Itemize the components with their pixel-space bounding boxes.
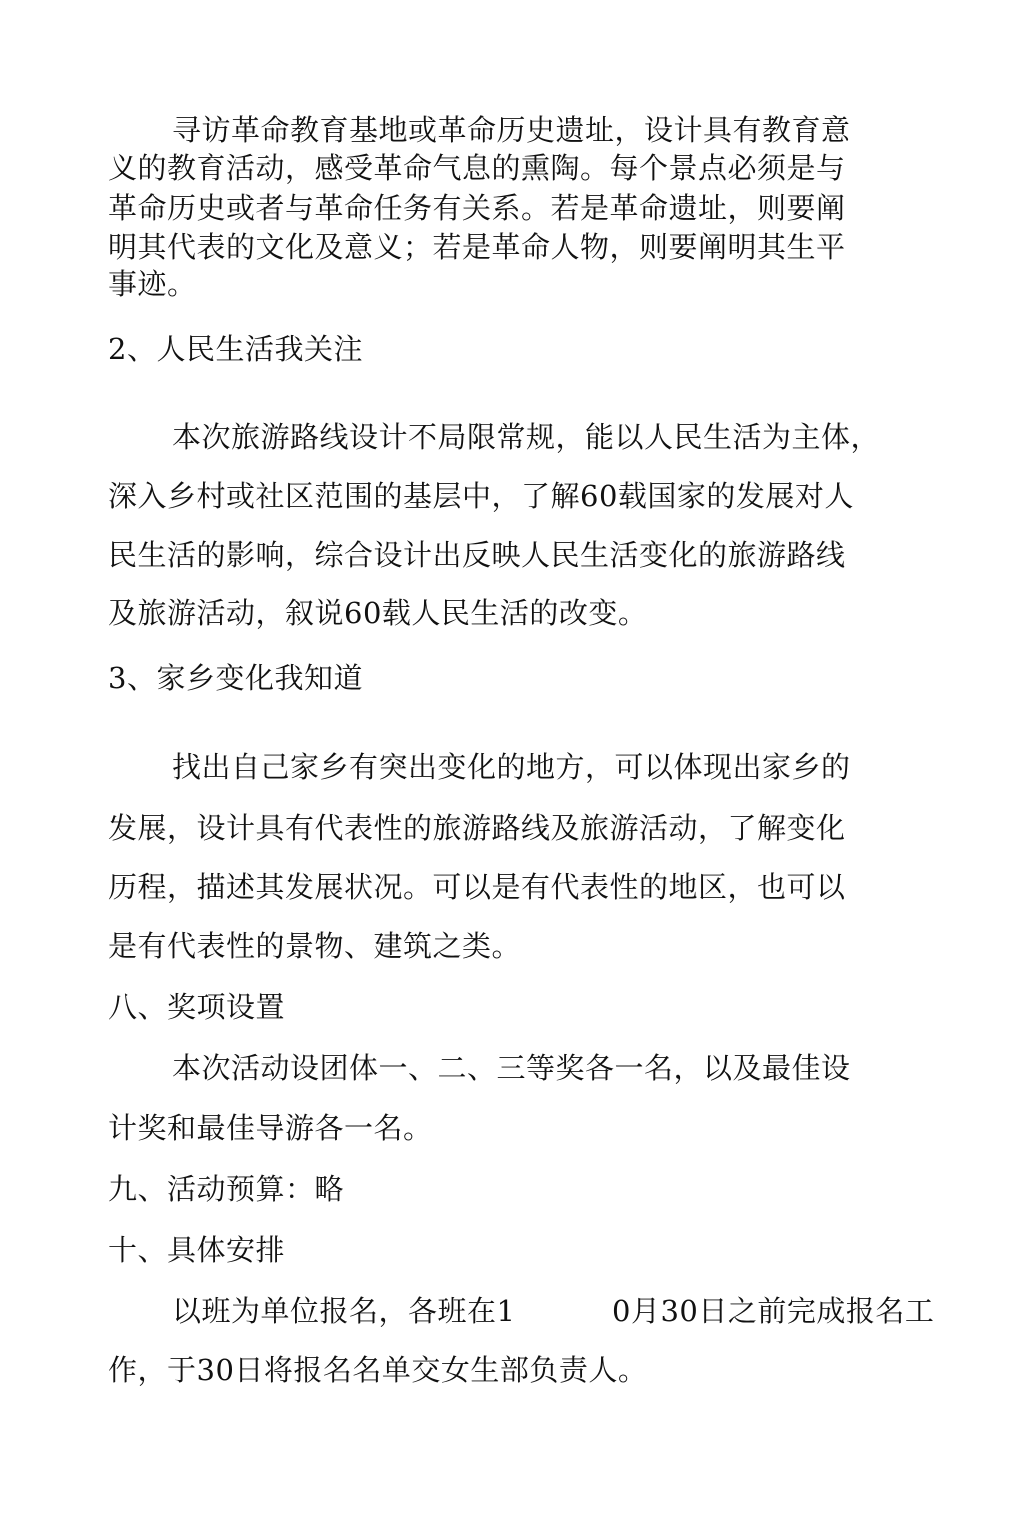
section-heading-2: 2、人民生活我关注 [108, 332, 363, 366]
paragraph-line: 民生活的影响，综合设计出反映人民生活变化的旅游路线 [108, 538, 846, 572]
paragraph-line: 发展，设计具有代表性的旅游路线及旅游活动，了解变化 [108, 811, 846, 845]
paragraph-line: 及旅游活动，叙说60载人民生活的改变。 [108, 596, 648, 630]
paragraph-line: 计奖和最佳导游各一名。 [108, 1111, 433, 1145]
paragraph-line: 本次旅游路线设计不局限常规，能以人民生活为主体， [172, 420, 881, 454]
paragraph-line: 作，于30日将报名名单交女生部负责人。 [108, 1353, 648, 1387]
paragraph-line: 以班为单位报名，各班在1 [172, 1294, 516, 1328]
section-heading-10: 十、具体安排 [108, 1233, 286, 1267]
paragraph-line: 明其代表的文化及意义；若是革命人物，则要阐明其生平 [108, 230, 846, 264]
paragraph-line: 0月30日之前完成报名工 [612, 1294, 935, 1328]
paragraph-line: 历程，描述其发展状况。可以是有代表性的地区，也可以 [108, 870, 846, 904]
paragraph-line: 革命历史或者与革命任务有关系。若是革命遗址，则要阐 [108, 191, 846, 225]
paragraph-line: 深入乡村或社区范围的基层中，了解60载国家的发展对人 [108, 479, 854, 513]
section-heading-3: 3、家乡变化我知道 [108, 661, 363, 695]
section-heading-8: 八、奖项设置 [108, 990, 286, 1024]
paragraph-line: 本次活动设团体一、二、三等奖各一名，以及最佳设 [172, 1051, 851, 1085]
paragraph-line: 寻访革命教育基地或革命历史遗址，设计具有教育意 [172, 113, 851, 147]
paragraph-line: 是有代表性的景物、建筑之类。 [108, 929, 522, 963]
paragraph-line: 事迹。 [108, 267, 197, 301]
paragraph-line: 找出自己家乡有突出变化的地方，可以体现出家乡的 [172, 750, 851, 784]
section-heading-9: 九、活动预算：略 [108, 1172, 345, 1206]
paragraph-line: 义的教育活动，感受革命气息的熏陶。每个景点必须是与 [108, 151, 846, 185]
